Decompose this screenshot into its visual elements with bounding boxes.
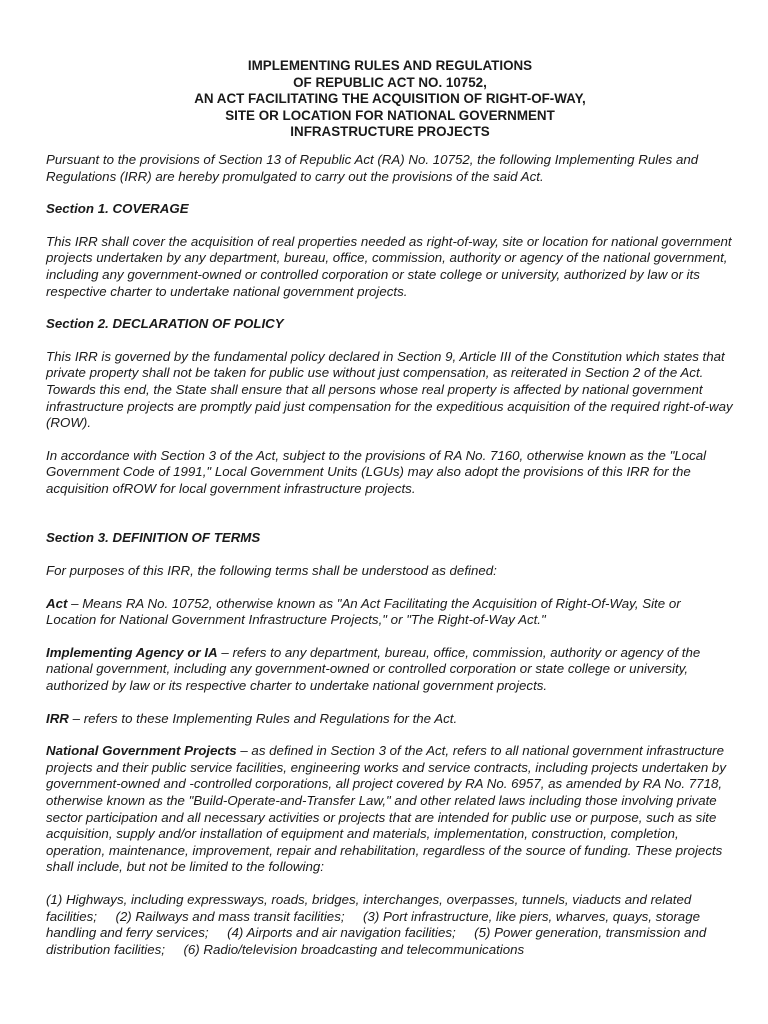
section-2-body-1: This IRR is governed by the fundamental policy declared in Section 9, Article III of the Constitution which states that private property shall not be taken for public use without just compensation, as reiterated in Section 2 of the Act. Towards this end, the State shall ensure that all persons whose real property is affected by national government infrastructure projects are promptly paid just compensation for the expeditious acquisition of the required right-of-way (ROW). bbox=[46, 348, 733, 431]
term-label: IRR bbox=[46, 710, 69, 726]
section-2-heading: Section 2. DECLARATION OF POLICY bbox=[46, 316, 284, 332]
project-list: (1) Highways, including expressways, roads, bridges, interchanges, overpasses, tunnels, viaducts and related facilities; (2) Railways and mass transit facilities; (3) Port infrastructure, like piers, wharves, quays, storage handling and ferry services; (4) Airports and air navigation facilities; (5) Power generation, transmission and distribution facilities; (6) Radio/television broadcasting and telecommunications bbox=[46, 891, 710, 957]
title-line-1: IMPLEMENTING RULES AND REGULATIONS bbox=[247, 58, 533, 73]
term-definition: – Means RA No. 10752, otherwise known as "An Act Facilitating the Acquisition of Right-Of-Way, Site or Location for National Government Infrastructure Projects," or "The Right-of-Way Act." bbox=[46, 595, 681, 628]
term-act bbox=[46, 596, 734, 629]
document-page bbox=[46, 58, 734, 958]
term-irr bbox=[46, 711, 734, 728]
section-3-heading: Section 3. DEFINITION OF TERMS bbox=[46, 530, 261, 546]
term-definition: – refers to these Implementing Rules and Regulations for the Act. bbox=[68, 710, 458, 726]
term-label: Implementing Agency or IA bbox=[46, 644, 218, 660]
title-line-2: OF REPUBLIC ACT NO. 10752, bbox=[293, 74, 487, 90]
title-line-5: INFRASTRUCTURE PROJECTS bbox=[290, 124, 490, 140]
term-implementing-agency bbox=[46, 645, 734, 695]
title-line-3: AN ACT FACILITATING THE ACQUISITION OF RIGHT-OF-WAY, bbox=[194, 91, 586, 107]
document-title bbox=[46, 58, 734, 141]
term-definition: – as defined in Section 3 of the Act, refers to all national government infrastructure projects and their public service facilities, engineering works and service contracts, including projects undertaken by government-owned and -controlled corporations, all project covered by RA No. 6957, as amended by RA No. 7718, otherwise known as the "Build-Operate-and-Transfer Law," and other related laws including those involving private sector participation and all necessary activities or projects that are intended for public use or purpose, such as site acquisition, supply and/or installation of equipment and materials, implementation, construction, completion, operation, maintenance, improvement, repair and rehabilitation, regardless of the source of funding. These projects shall include, but not be limited to the following: bbox=[46, 743, 726, 875]
section-1-heading: Section 1. COVERAGE bbox=[46, 201, 189, 217]
term-label: National Government Projects bbox=[46, 743, 237, 759]
section-2-body-2: In accordance with Section 3 of the Act, subject to the provisions of RA No. 7160, otherwise known as the "Local Government Code of 1991," Local Government Units (LGUs) may also adopt the provisions of this IRR for the acquisition ofROW for local government infrastructure projects. bbox=[46, 447, 707, 496]
term-national-government-projects bbox=[46, 743, 734, 876]
section-3-intro: For purposes of this IRR, the following terms shall be understood as defined: bbox=[46, 563, 497, 579]
title-line-4: SITE OR LOCATION FOR NATIONAL GOVERNMENT bbox=[225, 107, 555, 123]
term-definition: – refers to any department, bureau, office, commission, authority or agency of the national government, including any government-owned or controlled corporation or state college or university, authorized by law or its respective charter to undertake national government projects. bbox=[46, 644, 701, 694]
intro-paragraph: Pursuant to the provisions of Section 13 of Republic Act (RA) No. 10752, the following Implementing Rules and Regulations (IRR) are hereby promulgated to carry out the provisions of the said Act. bbox=[46, 151, 699, 184]
section-1-body: This IRR shall cover the acquisition of real properties needed as right-of-way, site or location for national government projects undertaken by any department, bureau, office, commission, authority or agency of the national government, including any government-owned or controlled corporation or state college or university, authorized by law or its respective charter to undertake national government projects. bbox=[46, 233, 732, 299]
term-label: Act bbox=[46, 595, 68, 611]
